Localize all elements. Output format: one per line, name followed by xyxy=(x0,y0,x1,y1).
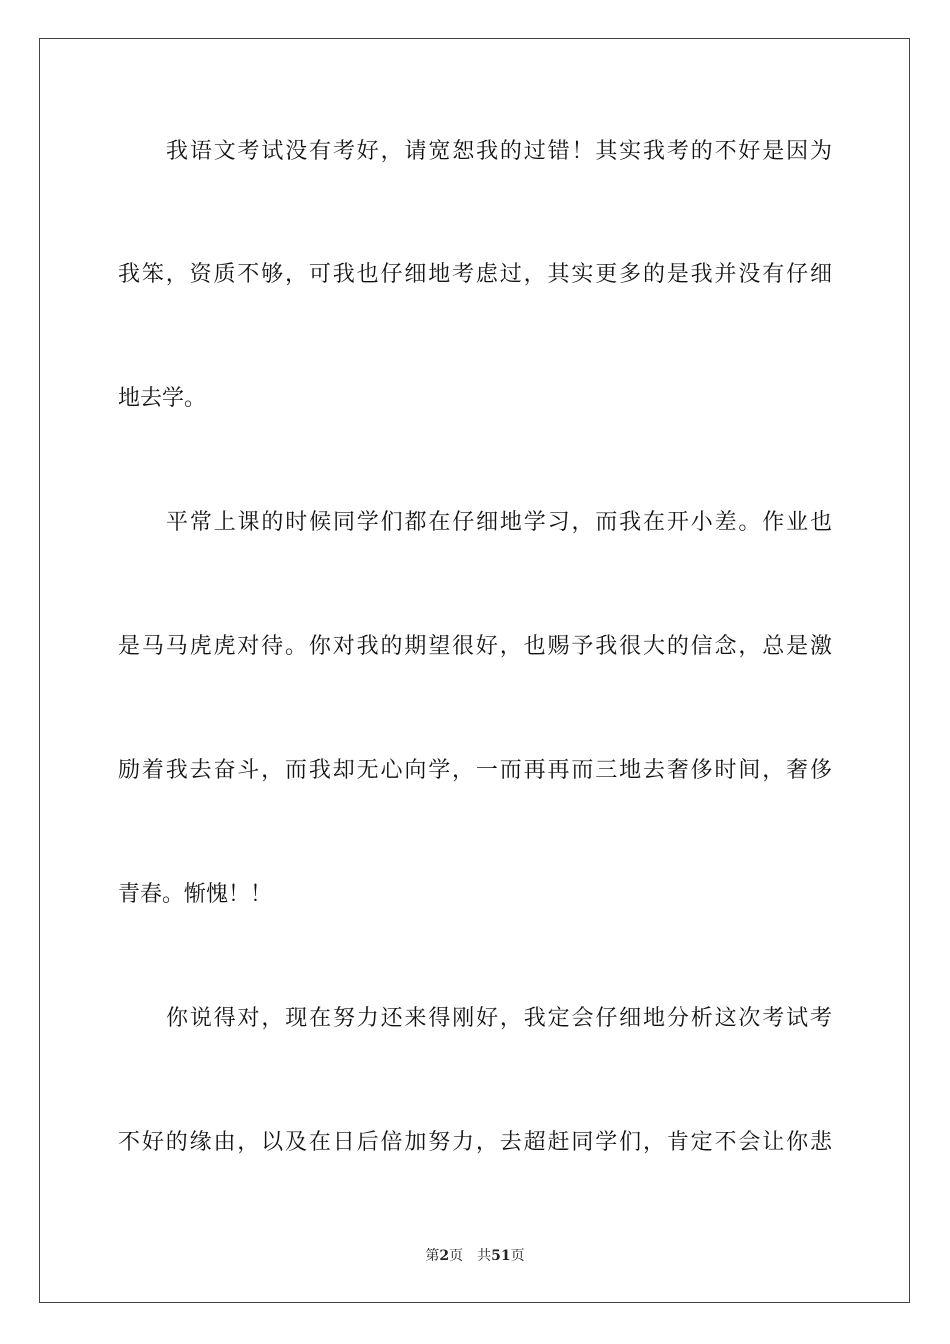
footer-total-suffix: 页 xyxy=(510,1248,525,1264)
paragraph-2-line-3: 励着我去奋斗，而我却无心向学，一而再再而三地去奢侈时间，奢侈 xyxy=(118,758,832,783)
paragraph-1-line-1: 我语文考试没有考好，请宽恕我的过错！其实我考的不好是因为 xyxy=(166,139,832,164)
paragraph-1-line-2: 我笨，资质不够，可我也仔细地考虑过，其实更多的是我并没有仔细 xyxy=(118,262,832,287)
paragraph-3-line-1: 你说得对，现在努力还来得刚好，我定会仔细地分析这次考试考 xyxy=(166,1006,832,1031)
page-footer xyxy=(0,1247,950,1265)
paragraph-2-line-1: 平常上课的时候同学们都在仔细地学习，而我在开小差。作业也 xyxy=(166,510,832,535)
footer-page-prefix: 第 xyxy=(425,1248,440,1264)
footer-total-prefix: 共 xyxy=(477,1248,492,1264)
paragraph-3-line-2: 不好的缘由，以及在日后倍加努力，去超赶同学们，肯定不会让你悲 xyxy=(118,1130,832,1155)
footer-page-suffix: 页 xyxy=(449,1248,464,1264)
paragraph-2-line-4: 青春。惭愧！！ xyxy=(118,882,273,907)
page-frame xyxy=(39,38,910,1303)
footer-total-pages: 51 xyxy=(491,1248,511,1264)
paragraph-1-line-3: 地去学。 xyxy=(118,386,207,411)
footer-page-number: 2 xyxy=(439,1248,450,1264)
paragraph-2-line-2: 是马马虎虎对待。你对我的期望很好，也赐予我很大的信念，总是激 xyxy=(118,634,832,659)
